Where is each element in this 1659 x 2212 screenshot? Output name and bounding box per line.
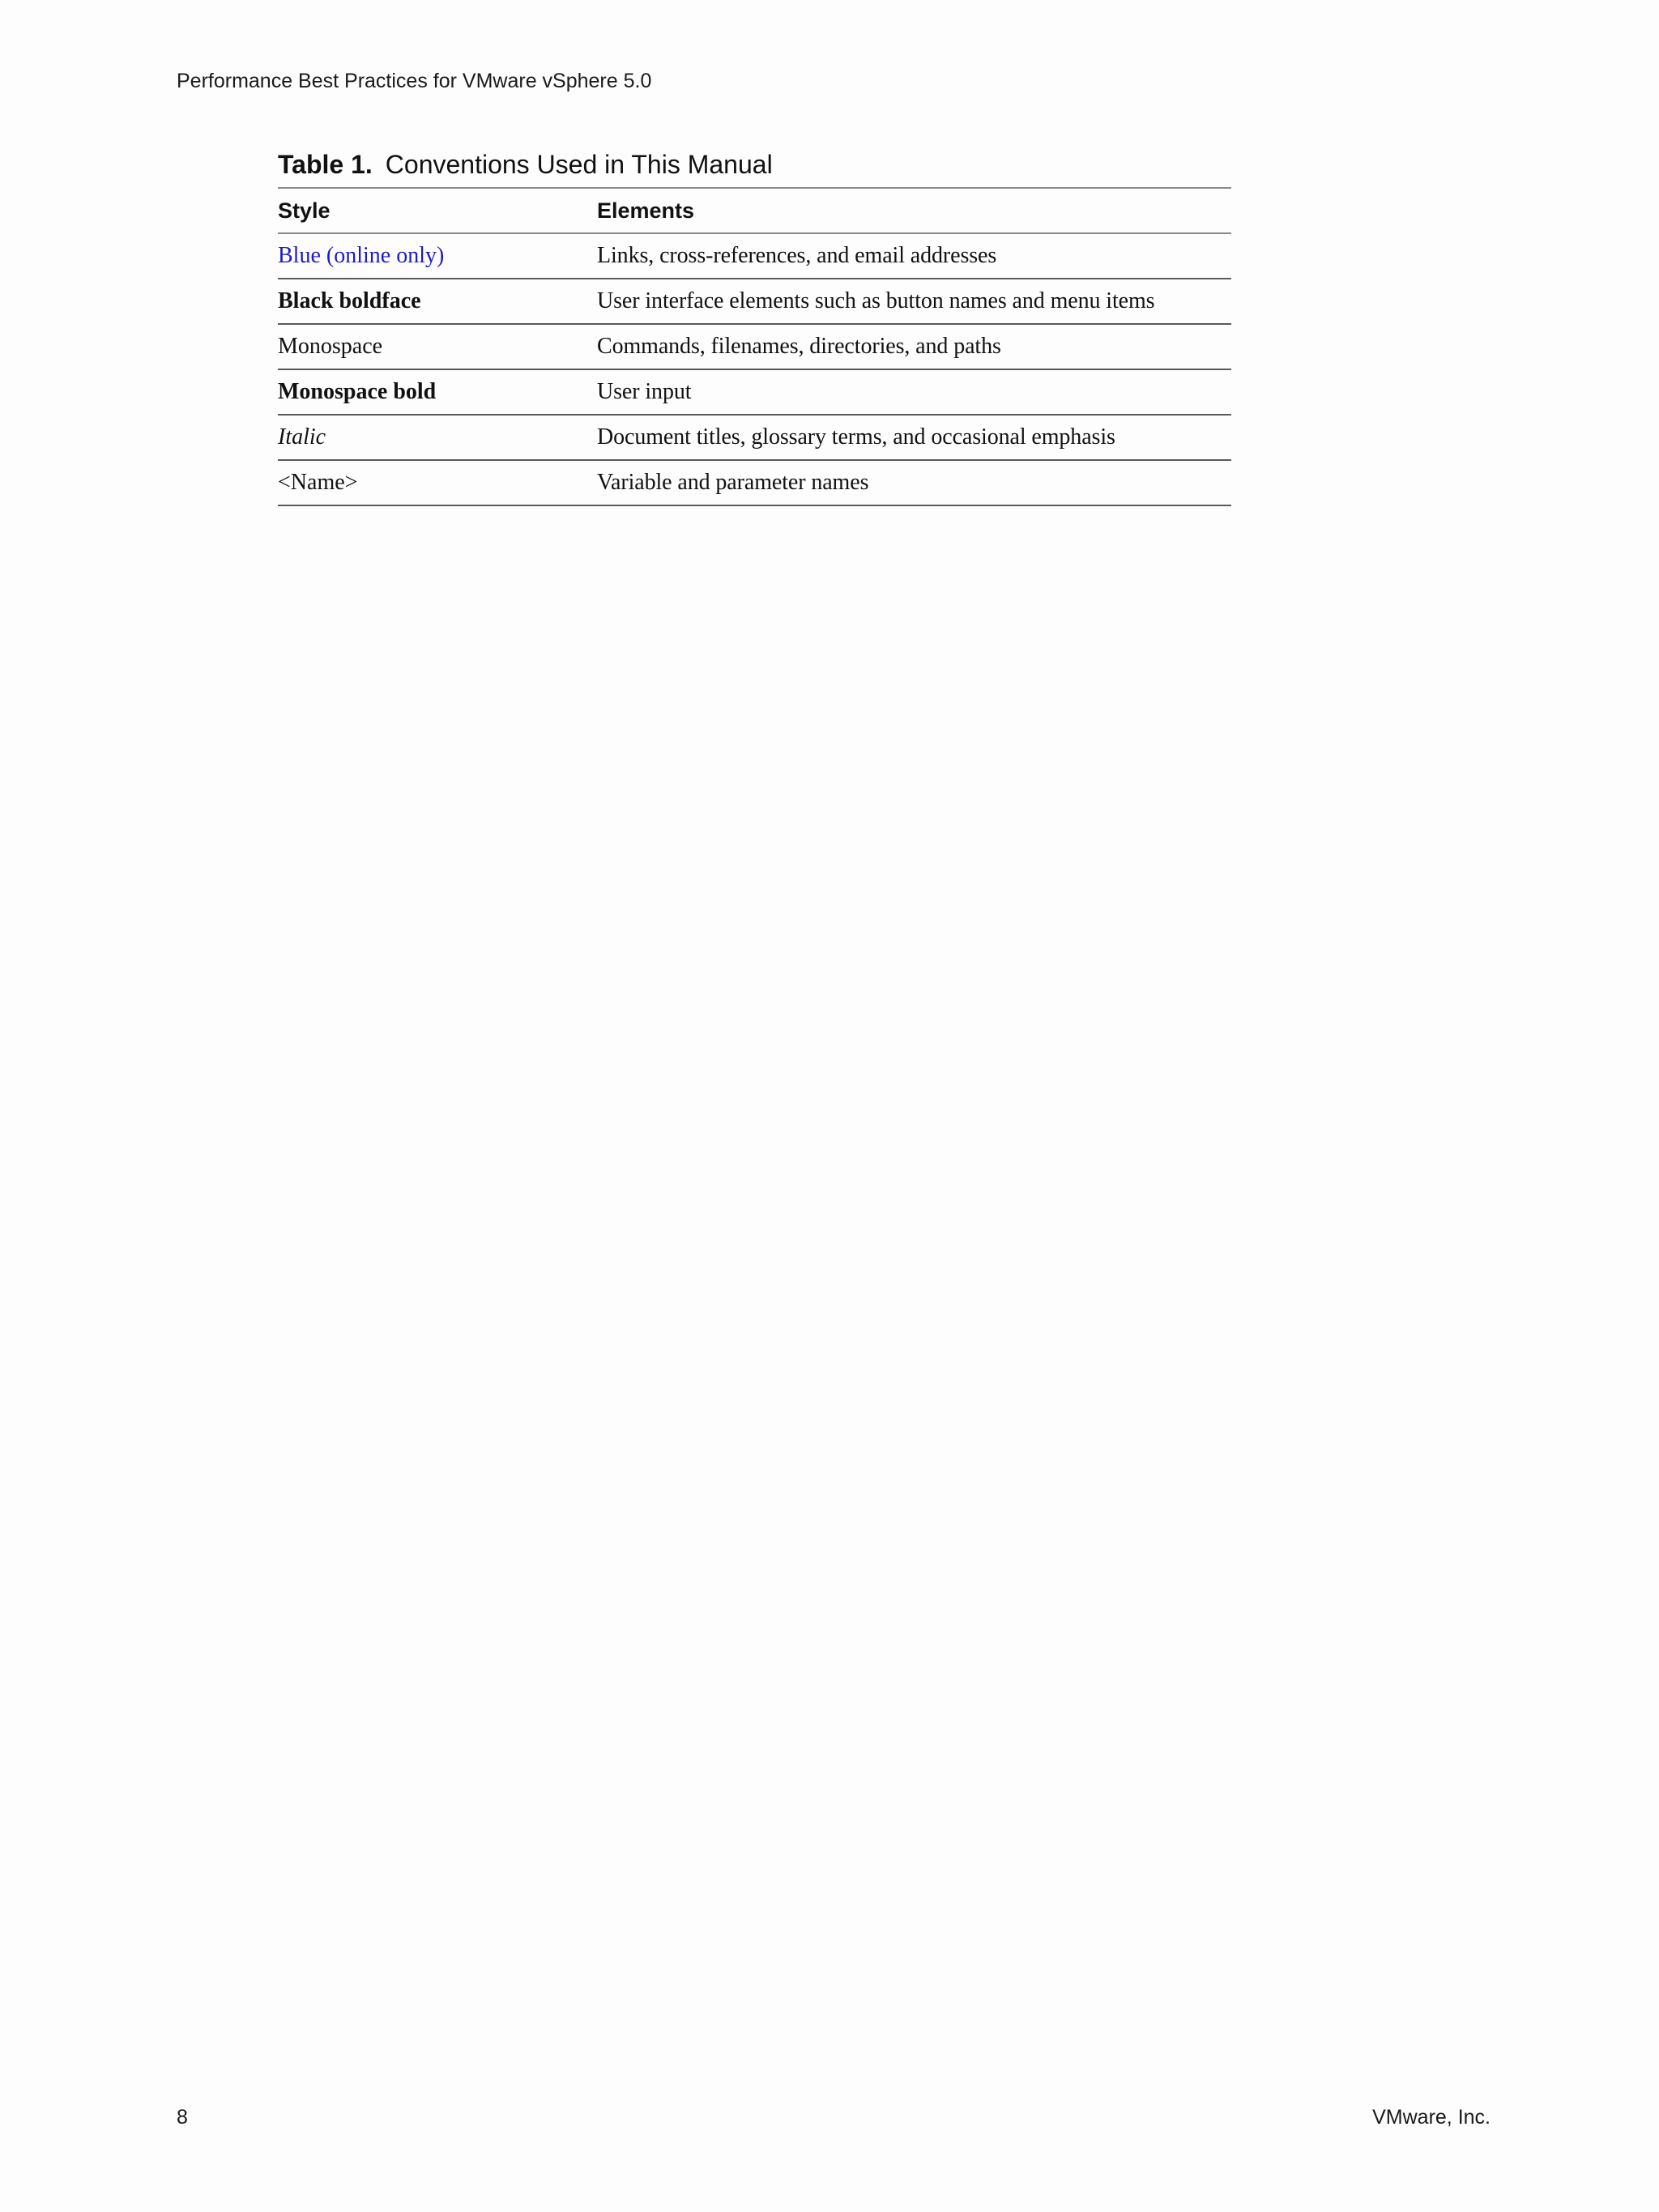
column-header-elements: Elements — [597, 188, 1231, 233]
style-cell-italic: Italic — [278, 415, 597, 460]
elements-cell: Variable and parameter names — [597, 460, 1231, 505]
table-row — [278, 324, 1231, 369]
column-header-style: Style — [278, 188, 597, 233]
style-cell-boldface: Black boldface — [278, 279, 597, 324]
table-row — [278, 415, 1231, 460]
table-row — [278, 279, 1231, 324]
table-header-row — [278, 188, 1231, 233]
style-cell-blue: Blue (online only) — [278, 233, 597, 279]
table-row — [278, 460, 1231, 505]
table-row — [278, 233, 1231, 279]
style-cell-monospace: Monospace — [278, 324, 597, 369]
table-caption-number: Table 1. — [278, 150, 373, 179]
table-caption — [278, 148, 1231, 187]
page-number: 8 — [177, 2106, 188, 2129]
elements-cell: Document titles, glossary terms, and occasional emphasis — [597, 415, 1231, 460]
style-cell-variable-name: <Name> — [278, 460, 597, 505]
table-row — [278, 369, 1231, 415]
conventions-table-block — [278, 148, 1231, 506]
conventions-table — [278, 187, 1231, 506]
style-cell-monospace-bold: Monospace bold — [278, 369, 597, 415]
elements-cell: Links, cross-references, and email addresses — [597, 233, 1231, 279]
footer-company: VMware, Inc. — [1372, 2106, 1491, 2129]
elements-cell: User interface elements such as button names and menu items — [597, 279, 1231, 324]
running-header: Performance Best Practices for VMware vSphere 5.0 — [177, 70, 652, 92]
elements-cell: User input — [597, 369, 1231, 415]
table-caption-text: Conventions Used in This Manual — [385, 150, 773, 179]
elements-cell: Commands, filenames, directories, and paths — [597, 324, 1231, 369]
